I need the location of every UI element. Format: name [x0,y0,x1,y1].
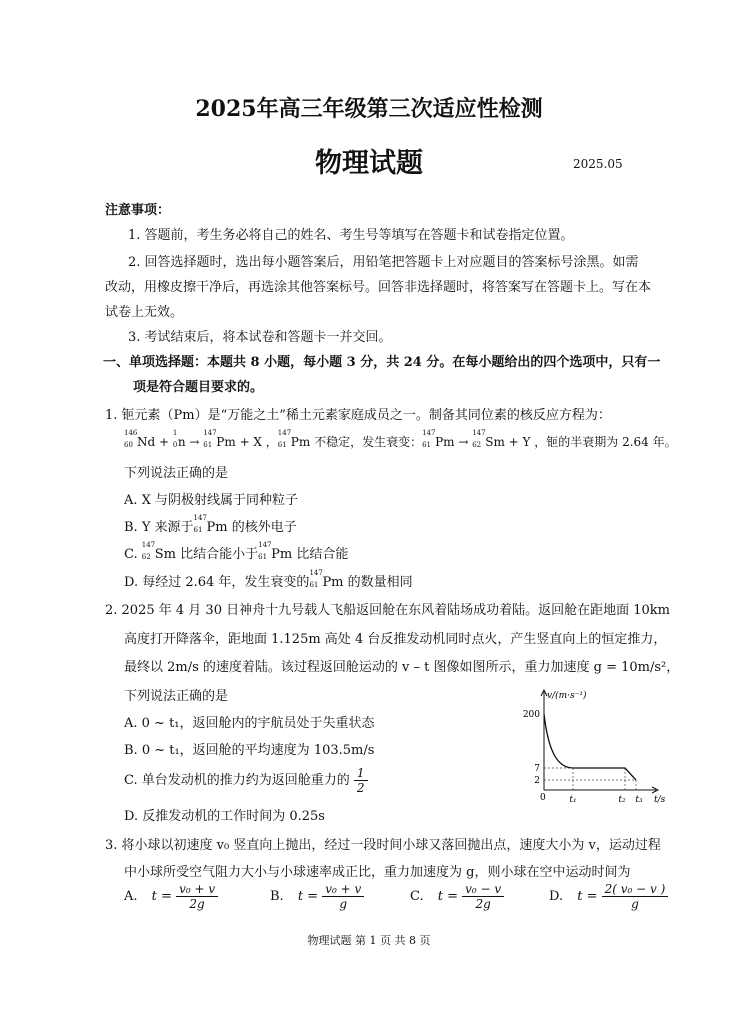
q3-option-d[interactable]: D. t = $\frac{\text{2( v₀ − v )}}{g}$ [549,882,668,911]
q3-option-b[interactable]: B. t = $\frac{\text{v₀ + v}}{g}$ [270,882,364,911]
notice-item: 2. 回答选择题时，选出每小题答案后，用铅笔把答题卡上对应题目的答案标号涂黑。如需 [128,255,639,270]
q1-option-c[interactable]: C. 147 62 Sm 比结合能小于 147 61 Pm 比结合能 [124,541,349,562]
t-axis-label: t/s [654,795,666,805]
q1-prompt: 下列说法正确的是 [124,466,229,481]
x-tick-label: t₂ [618,795,626,805]
q1-equation: 146 60 Nd + 1 0 n → 147 61 Pm + X ， 147 61 Pm 不稳定，发生衰变： 147 61 Pm → 147 62 Sm + Y ，钷的半衰期为 2.64 年。 [124,429,677,449]
q1-option-b[interactable]: B. Y 来源于 147 61 Pm 的核外电子 [124,514,297,535]
subject-title: 物理试题 [315,148,423,179]
y-tick-label: 200 [522,710,540,720]
page-footer: 物理试题 第 1 页 共 8 页 [307,934,431,947]
q2-stem: 2. 2025 年 4 月 30 日神舟十九号载人飞船返回舱在东风着陆场成功着陆。返回舱在距地面 10km [105,603,670,618]
y-tick-label: 7 [534,764,540,774]
notice-item: 3. 考试结束后，将本试卷和答题卡一并交回。 [128,330,392,345]
exam-date: 2025.05 [573,157,623,171]
q1-option-a[interactable]: A. X 与阴极射线属于同种粒子 [124,493,299,508]
x-tick-label: t₁ [569,795,577,805]
x-tick-label: t₃ [635,795,643,805]
q2-stem: 高度打开降落伞，距地面 1.125m 高处 4 台反推发动机同时点火，产生竖直向上的恒定推力， [124,632,667,647]
section-heading-cont: 项是符合题目要求的。 [133,380,264,395]
q2-prompt: 下列说法正确的是 [124,689,229,704]
origin-label: 0 [540,793,546,803]
q1-stem: 1. 钷元素（Pm）是“万能之土”稀土元素家庭成员之一。制备其同位素的核反应方程为： [105,408,611,423]
notice-item: 试卷上无效。 [105,305,184,320]
q2-option-b[interactable]: B. 0 ~ t₁，返回舱的平均速度为 103.5m/s [124,743,375,758]
q3-stem: 中小球所受空气阻力大小与小球速率成正比，重力加速度为 g，则小球在空中运动时间为 [124,865,631,880]
section-heading: 一、单项选择题：本题共 8 小题，每小题 3 分，共 24 分。在每小题给出的四个选项中，只有一 [103,355,661,370]
notice-heading: 注意事项： [105,203,171,218]
notice-item: 改动，用橡皮擦干净后，再选涂其他答案标号。回答非选择题时，将答案写在答题卡上。写在本 [105,280,652,295]
q3-option-c[interactable]: C. t = $\frac{\text{v₀ − v}}{2g}$ [410,882,504,911]
q2-option-c[interactable]: C. 单台发动机的推力约为返回舱重力的 $\frac{1}{2}$ [124,766,368,795]
notice-item: 1. 答题前，考生务必将自己的姓名、考生号等填写在答题卡和试卷指定位置。 [128,228,574,243]
q1-option-d[interactable]: D. 每经过 2.64 年，发生衰变的 147 61 Pm 的数量相同 [124,569,413,590]
v-axis-label: v/(m·s⁻¹) [547,691,587,701]
vt-graph [520,686,670,806]
vt-curve [544,714,636,780]
exam-title: 2025年高三年级第三次适应性检测 [195,96,543,122]
q2-stem: 最终以 2m/s 的速度着陆。该过程返回舱运动的 v – t 图像如图所示，重力加速度 g = 10m/s²， [124,660,680,675]
q2-option-a[interactable]: A. 0 ~ t₁，返回舱内的宇航员处于失重状态 [124,716,375,731]
q2-option-d[interactable]: D. 反推发动机的工作时间为 0.25s [124,809,325,824]
q3-stem: 3. 将小球以初速度 v₀ 竖直向上抛出，经过一段时间小球又落回抛出点，速度大小为 v，运动过程 [105,838,661,853]
y-tick-label: 2 [534,776,540,786]
q3-option-a[interactable]: A. t = $\frac{\text{v₀ + v}}{2g}$ [124,882,218,911]
